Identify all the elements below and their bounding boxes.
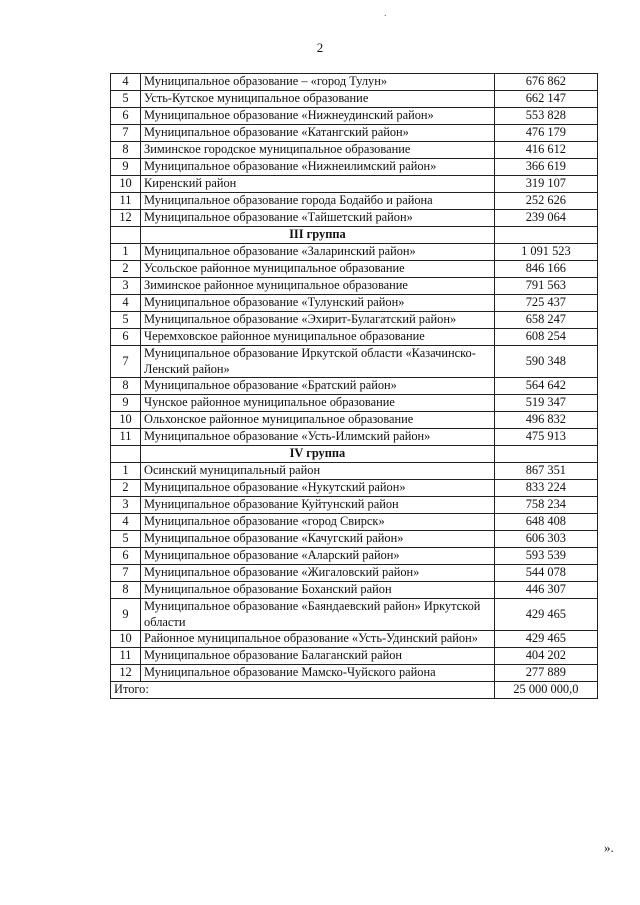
allocation-amount: 662 147 xyxy=(494,91,597,108)
allocation-amount: 475 913 xyxy=(494,429,597,446)
row-number: 11 xyxy=(111,648,141,665)
table-row xyxy=(111,514,598,531)
group-number-cell xyxy=(111,227,141,244)
municipality-name: Муниципальное образование Иркутской области «Казачинско-Ленский район» xyxy=(141,346,495,378)
table-row xyxy=(111,665,598,682)
municipality-name: Муниципальное образование «Заларинский район» xyxy=(141,244,495,261)
group-header-row xyxy=(111,227,598,244)
table-row xyxy=(111,329,598,346)
allocation-amount: 239 064 xyxy=(494,210,597,227)
group-header-row xyxy=(111,446,598,463)
allocation-amount: 676 862 xyxy=(494,74,597,91)
table-row xyxy=(111,91,598,108)
table-row xyxy=(111,599,598,631)
row-number: 10 xyxy=(111,631,141,648)
row-number: 1 xyxy=(111,244,141,261)
allocation-amount: 833 224 xyxy=(494,480,597,497)
municipality-name: Муниципальное образование «Катангский район» xyxy=(141,125,495,142)
table-row xyxy=(111,74,598,91)
row-number: 9 xyxy=(111,159,141,176)
municipality-name: Муниципальное образование «Тулунский район» xyxy=(141,295,495,312)
table-row xyxy=(111,312,598,329)
municipality-name: Районное муниципальное образование «Усть-Удинский район» xyxy=(141,631,495,648)
municipality-name: Муниципальное образование «Баяндаевский район» Иркутской области xyxy=(141,599,495,631)
allocation-amount: 564 642 xyxy=(494,378,597,395)
table-row xyxy=(111,582,598,599)
row-number: 6 xyxy=(111,329,141,346)
table-row xyxy=(111,244,598,261)
row-number: 5 xyxy=(111,312,141,329)
row-number: 12 xyxy=(111,665,141,682)
row-number: 4 xyxy=(111,295,141,312)
municipality-name: Муниципальное образование Мамско-Чуйского района xyxy=(141,665,495,682)
table-row xyxy=(111,193,598,210)
municipality-name: Зиминское городское муниципальное образование xyxy=(141,142,495,159)
allocation-amount: 404 202 xyxy=(494,648,597,665)
table-row xyxy=(111,295,598,312)
allocation-amount: 758 234 xyxy=(494,497,597,514)
municipality-name: Муниципальное образование «Нукутский район» xyxy=(141,480,495,497)
table-row xyxy=(111,210,598,227)
municipality-name: Чунское районное муниципальное образование xyxy=(141,395,495,412)
allocation-amount: 725 437 xyxy=(494,295,597,312)
table-row xyxy=(111,142,598,159)
municipality-name: Муниципальное образование «Нижнеилимский район» xyxy=(141,159,495,176)
table-row xyxy=(111,176,598,193)
row-number: 2 xyxy=(111,261,141,278)
page-number: 2 xyxy=(316,40,324,55)
closing-quote: ». xyxy=(604,840,614,855)
table-row xyxy=(111,378,598,395)
allocation-amount: 519 347 xyxy=(494,395,597,412)
total-label: Итого: xyxy=(111,682,141,699)
allocation-amount: 846 166 xyxy=(494,261,597,278)
table-row xyxy=(111,346,598,378)
table-body xyxy=(111,74,598,699)
allocation-amount: 608 254 xyxy=(494,329,597,346)
row-number: 5 xyxy=(111,91,141,108)
row-number: 9 xyxy=(111,599,141,631)
allocation-amount: 496 832 xyxy=(494,412,597,429)
table-row xyxy=(111,531,598,548)
row-number: 11 xyxy=(111,193,141,210)
row-number: 8 xyxy=(111,142,141,159)
row-number: 8 xyxy=(111,582,141,599)
allocation-amount: 476 179 xyxy=(494,125,597,142)
table-row xyxy=(111,159,598,176)
allocation-amount: 867 351 xyxy=(494,463,597,480)
allocation-amount: 544 078 xyxy=(494,565,597,582)
row-number: 2 xyxy=(111,480,141,497)
municipality-name: Ольхонское районное муниципальное образование xyxy=(141,412,495,429)
row-number: 8 xyxy=(111,378,141,395)
municipality-name: Осинский муниципальный район xyxy=(141,463,495,480)
row-number: 11 xyxy=(111,429,141,446)
allocation-amount: 429 465 xyxy=(494,631,597,648)
allocation-amount: 648 408 xyxy=(494,514,597,531)
municipality-name: Муниципальное образование «Усть-Илимский район» xyxy=(141,429,495,446)
municipality-name: Киренский район xyxy=(141,176,495,193)
municipality-name: Муниципальное образование «Жигаловский район» xyxy=(141,565,495,582)
allocation-amount: 791 563 xyxy=(494,278,597,295)
allocation-amount: 590 348 xyxy=(494,346,597,378)
allocation-amount: 606 303 xyxy=(494,531,597,548)
municipality-name: Муниципальное образование «Тайшетский район» xyxy=(141,210,495,227)
municipality-name: Муниципальное образование Балаганский район xyxy=(141,648,495,665)
table-row xyxy=(111,395,598,412)
total-amount: 25 000 000,0 xyxy=(494,682,597,699)
municipality-name: Муниципальное образование «город Свирск» xyxy=(141,514,495,531)
allocation-table xyxy=(110,73,598,699)
allocation-amount: 252 626 xyxy=(494,193,597,210)
table-row xyxy=(111,108,598,125)
municipality-name: Муниципальное образование – «город Тулун» xyxy=(141,74,495,91)
row-number: 1 xyxy=(111,463,141,480)
municipality-name: Муниципальное образование «Эхирит-Булагатский район» xyxy=(141,312,495,329)
group-amount-cell xyxy=(494,446,597,463)
municipality-name: Муниципальное образование «Нижнеудинский район» xyxy=(141,108,495,125)
municipality-name: Зиминское районное муниципальное образование xyxy=(141,278,495,295)
allocation-amount: 658 247 xyxy=(494,312,597,329)
municipality-name: Муниципальное образование Боханский район xyxy=(141,582,495,599)
group-title: III группа xyxy=(141,227,495,244)
municipality-name: Муниципальное образование «Качугский район» xyxy=(141,531,495,548)
row-number: 6 xyxy=(111,108,141,125)
total-row xyxy=(111,682,598,699)
municipality-name: Усольское районное муниципальное образование xyxy=(141,261,495,278)
row-number: 6 xyxy=(111,548,141,565)
row-number: 3 xyxy=(111,497,141,514)
table-row xyxy=(111,463,598,480)
row-number: 4 xyxy=(111,514,141,531)
row-number: 4 xyxy=(111,74,141,91)
municipality-name: Муниципальное образование «Аларский район» xyxy=(141,548,495,565)
total-blank-cell xyxy=(141,682,495,699)
row-number: 10 xyxy=(111,412,141,429)
table-row xyxy=(111,261,598,278)
table-row xyxy=(111,412,598,429)
allocation-amount: 416 612 xyxy=(494,142,597,159)
allocation-amount: 366 619 xyxy=(494,159,597,176)
municipality-name: Муниципальное образование Куйтунский район xyxy=(141,497,495,514)
row-number: 7 xyxy=(111,346,141,378)
allocation-amount: 1 091 523 xyxy=(494,244,597,261)
allocation-amount: 553 828 xyxy=(494,108,597,125)
municipality-name: Муниципальное образование города Бодайбо и района xyxy=(141,193,495,210)
municipality-name: Муниципальное образование «Братский район» xyxy=(141,378,495,395)
municipality-name: Черемховское районное муниципальное образование xyxy=(141,329,495,346)
table-row xyxy=(111,565,598,582)
table-row xyxy=(111,480,598,497)
allocation-amount: 429 465 xyxy=(494,599,597,631)
row-number: 9 xyxy=(111,395,141,412)
row-number: 10 xyxy=(111,176,141,193)
table-row xyxy=(111,497,598,514)
table-row xyxy=(111,125,598,142)
allocation-amount: 593 539 xyxy=(494,548,597,565)
allocation-amount: 446 307 xyxy=(494,582,597,599)
group-number-cell xyxy=(111,446,141,463)
municipality-name: Усть-Кутское муниципальное образование xyxy=(141,91,495,108)
table-row xyxy=(111,648,598,665)
allocation-amount: 319 107 xyxy=(494,176,597,193)
group-amount-cell xyxy=(494,227,597,244)
row-number: 12 xyxy=(111,210,141,227)
row-number: 3 xyxy=(111,278,141,295)
table-row xyxy=(111,429,598,446)
page-mark: . xyxy=(384,8,387,19)
table-row xyxy=(111,278,598,295)
table-row xyxy=(111,548,598,565)
table-row xyxy=(111,631,598,648)
row-number: 5 xyxy=(111,531,141,548)
group-title: IV группа xyxy=(141,446,495,463)
row-number: 7 xyxy=(111,565,141,582)
allocation-amount: 277 889 xyxy=(494,665,597,682)
row-number: 7 xyxy=(111,125,141,142)
